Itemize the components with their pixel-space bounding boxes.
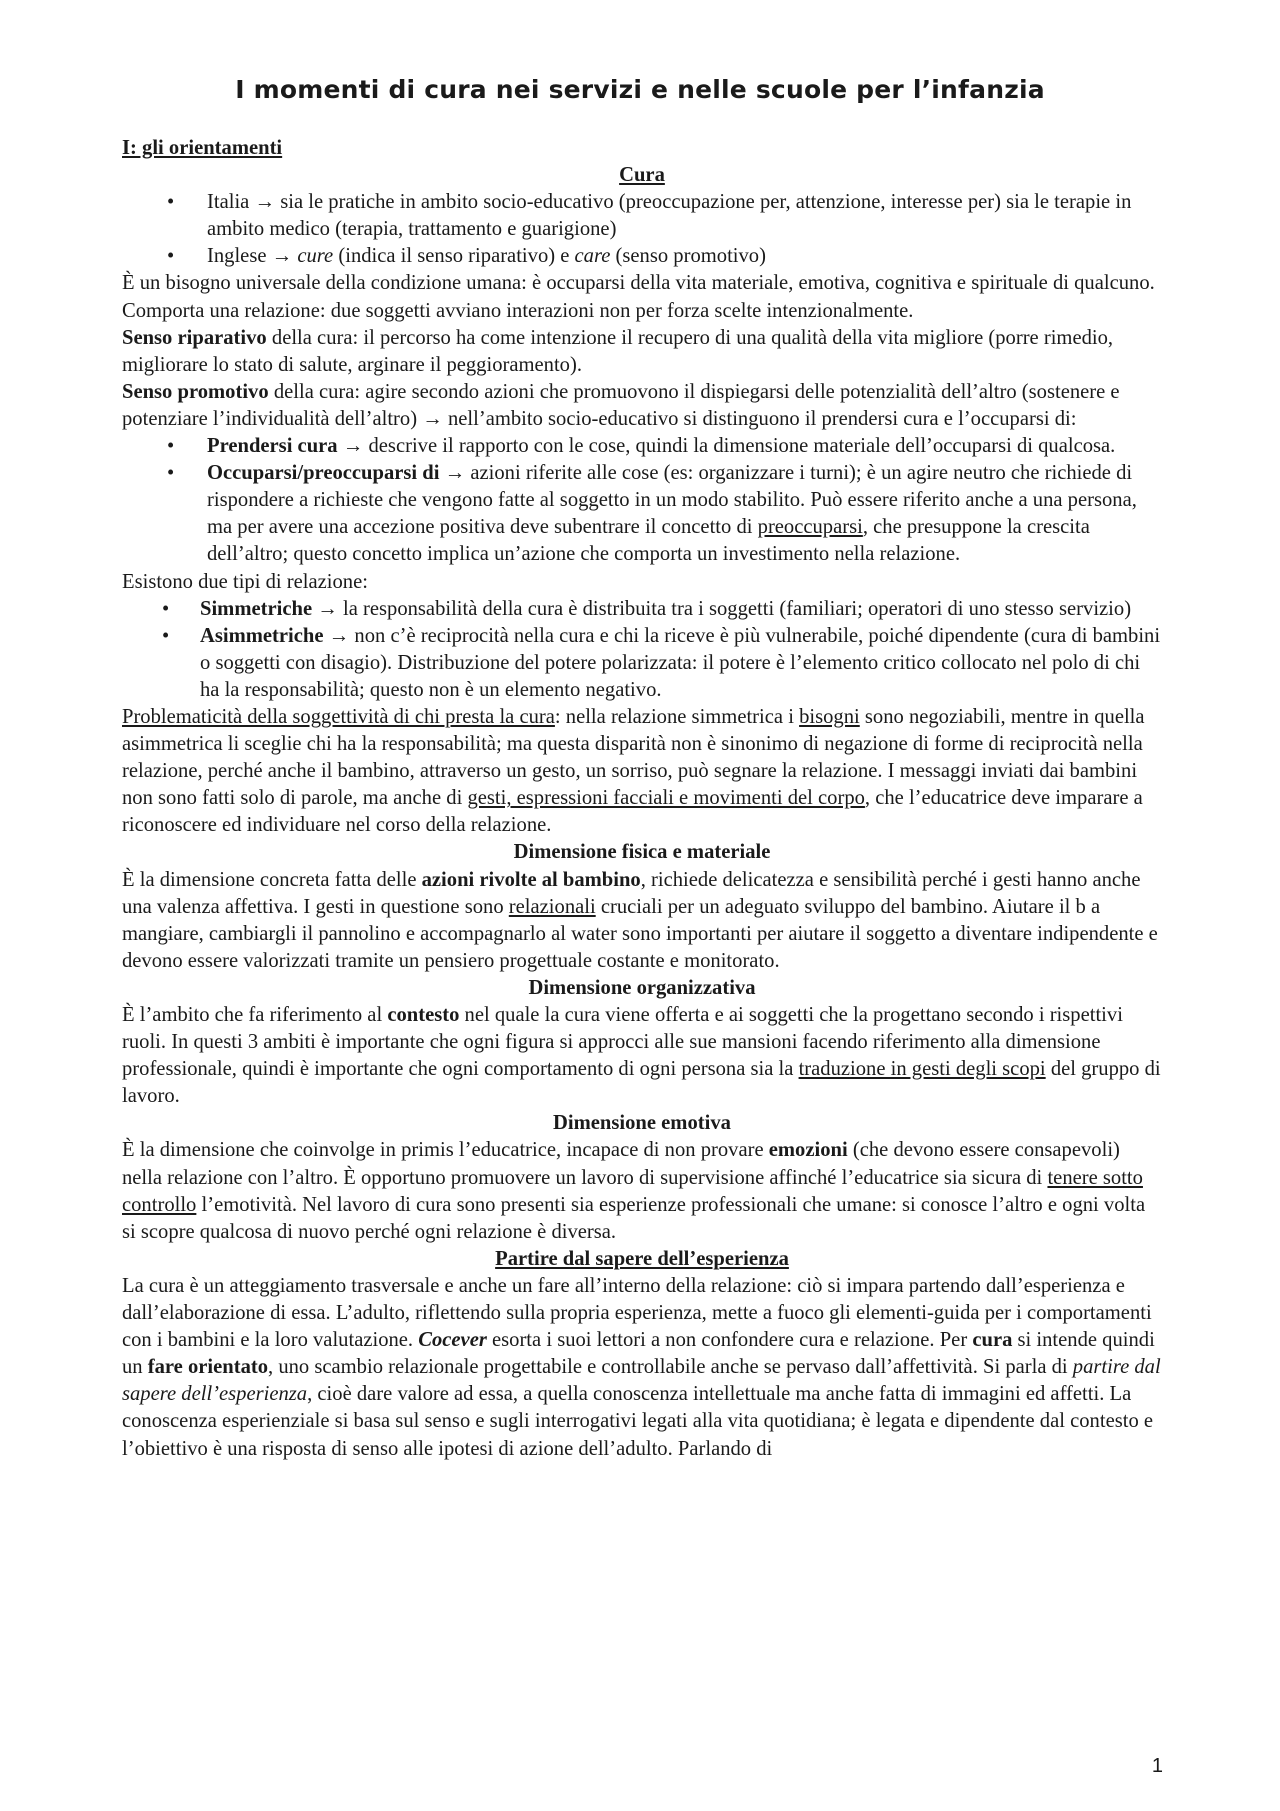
page-number: 1 (1151, 1755, 1163, 1777)
paragraph-dimensione-organizzativa: È l’ambito che fa riferimento al contesto nel quale la cura viene offerta e ai soggetti che la progettano secondo i rispettivi ruoli. In questi 3 ambiti è importante che ogni figura si approcci alle sue mansioni facendo riferimento alla dimensione professionale, quindi è importante che ogni comportamento di ogni persona sia la traduzione in gesti degli scopi del gruppo di lavoro. (122, 1004, 1161, 1108)
paragraph-relazione: Comporta una relazione: due soggetti avviano interazioni non per forza scelte intenzionalmente. (122, 299, 914, 322)
bullet-icon: • (162, 597, 170, 620)
paragraph-dimensione-emotiva: È la dimensione che coinvolge in primis l’educatrice, incapace di non provare emozioni (che devono essere consapevoli) nella relazione con l’altro. È opportuno promuovere un lavoro di supervisione affinché l’educatrice sia sicura di tenere sotto controllo l’emotività. Nel lavoro di cura sono presenti sia esperienze professionali che umane: si conosce l’altro e ogni volta si scopre qualcosa di nuovo perché ogni relazione è diversa. (122, 1139, 1146, 1243)
arrow-icon: → (254, 191, 276, 214)
paragraph-dimensione-fisica: È la dimensione concreta fatta delle azioni rivolte al bambino, richiede delicatezza e sensibilità perché i gesti hanno anche una valenza affettiva. I gesti in questione sono relazionali cruciali per un adeguato sviluppo del bambino. Aiutare il b a mangiare, cambiargli il pannolino e accompagnarlo al water sono importanti per aiutare il soggetto a diventare indipendente e devono essere valorizzati tramite un pensiero progettuale costante e monitorato. (122, 868, 1158, 972)
bullet-icon: • (167, 435, 175, 458)
cura-definitions-list (122, 433, 1162, 568)
paragraph-tipi-relazione: Esistono due tipi di relazione: (122, 570, 368, 593)
cura-language-list (122, 189, 1162, 270)
arrow-icon: → (317, 597, 338, 620)
relation-types-list (122, 596, 1162, 704)
list-item-inglese: • Inglese → cure (indica il senso riparativo) e care (senso promotivo) (122, 243, 1162, 270)
document-body (122, 135, 1162, 1463)
bullet-icon: • (162, 624, 170, 647)
list-item-occuparsi: • Occuparsi/preoccuparsi di → azioni riferite alle cose (es: organizzare i turni); è un agire neutro che richiede di rispondere a richieste che vengono fatte al soggetto in un modo stabilito. Può essere riferito anche a una persona, ma per avere una accezione positiva deve subentrare il concetto di preoccuparsi, che presuppone la crescita dell’altro; questo concetto implica un’azione che comporta un investimento nella relazione. (167, 462, 1137, 566)
heading-sapere-esperienza: Partire dal sapere dell’esperienza (495, 1247, 789, 1270)
section-heading: I: gli orientamenti (122, 137, 283, 159)
document-title: I momenti di cura nei servizi e nelle scuole per l’infanzia (235, 75, 1045, 104)
arrow-icon: → (328, 624, 350, 647)
arrow-icon: → (271, 245, 293, 268)
list-item-italia: • Italia → sia le pratiche in ambito socio-educativo (preoccupazione per, attenzione, interesse per) sia le terapie in ambito medico (terapia, trattamento e guarigione) (167, 191, 1132, 241)
paragraph-senso-riparativo: Senso riparativo della cura: il percorso ha come intenzione il recupero di una qualità della vita migliore (porre rimedio, migliorare lo stato di salute, arginare il peggioramento). (122, 326, 1114, 376)
paragraph-senso-promotivo: Senso promotivo della cura: agire secondo azioni che promuovono il dispiegarsi delle potenzialità dell’altro (sostenere e potenziare l’individualità dell’altro) → nell’ambito socio-educativo si distinguono il prendersi cura e l’occuparsi di: (122, 380, 1120, 430)
heading-dimensione-emotiva: Dimensione emotiva (553, 1112, 731, 1135)
paragraph-universale: È un bisogno universale della condizione umana: è occuparsi della vita materiale, emotiva, cognitiva e spirituale di qualcuno. (122, 272, 1155, 295)
list-item-prendersi-cura: • Prendersi cura → descrive il rapporto con le cose, quindi la dimensione materiale dell’occuparsi di qualcosa. (122, 433, 1162, 460)
paragraph-problematicita: Problematicità della soggettività di chi presta la cura: nella relazione simmetrica i bisogni sono negoziabili, mentre in quella asimmetrica li sceglie chi ha la responsabilità; ma questa disparità non è sinonimo di negazione di forme di reciprocità nella relazione, perché anche il bambino, attraverso un gesto, un sorriso, può segnare la relazione. I messaggi inviati dai bambini non sono fatti solo di parole, ma anche di gesti, espressioni facciali e movimenti del corpo, che l’educatrice deve imparare a riconoscere ed individuare nel corso della relazione. (122, 705, 1145, 837)
list-item-asimmetriche: • Asimmetriche → non c’è reciprocità nella cura e chi la riceve è più vulnerabile, poiché dipendente (cura di bambini o soggetti con disagio). Distribuzione del potere polarizzata: il potere è l’elemento critico collocato nel polo di chi ha la responsabilità; questo non è un elemento negativo. (162, 624, 1161, 701)
heading-dimensione-fisica: Dimensione fisica e materiale (513, 841, 771, 864)
paragraph-sapere-esperienza: La cura è un atteggiamento trasversale e anche un fare all’interno della relazione: ciò si impara partendo dall’esperienza e dall’elaborazione di essa. L’adulto, riflettendo sulla propria esperienza, mette a fuoco gli elementi-guida per i comportamenti con i bambini e la loro valutazione. Cocever esorta i suoi lettori a non confondere cura e relazione. Per cura si intende quindi un fare orientato, uno scambio relazionale progettabile e controllabile anche se pervaso dall’affettività. Si parla di partire dal sapere dell’esperienza, cioè dare valore ad essa, a quella conoscenza intellettuale ma anche fatta di immagini ed affetti. La conoscenza esperienziale si basa sul senso e sugli interrogativi legati alla vita quotidiana; è legata e dipendente dal contesto e l’obiettivo è una risposta di senso alle ipotesi di azione dell’adulto. Parlando di (122, 1274, 1161, 1460)
arrow-icon: → (342, 435, 364, 458)
bullet-icon: • (167, 191, 175, 214)
heading-dimensione-organizzativa: Dimensione organizzativa (528, 976, 756, 999)
list-item-simmetriche: • Simmetriche → la responsabilità della cura è distribuita tra i soggetti (familiari; operatori di uno stesso servizio) (122, 596, 1162, 623)
arrow-icon: → (444, 462, 466, 485)
bullet-icon: • (167, 245, 175, 268)
bullet-icon: • (167, 462, 175, 485)
heading-cura: Cura (619, 164, 665, 187)
